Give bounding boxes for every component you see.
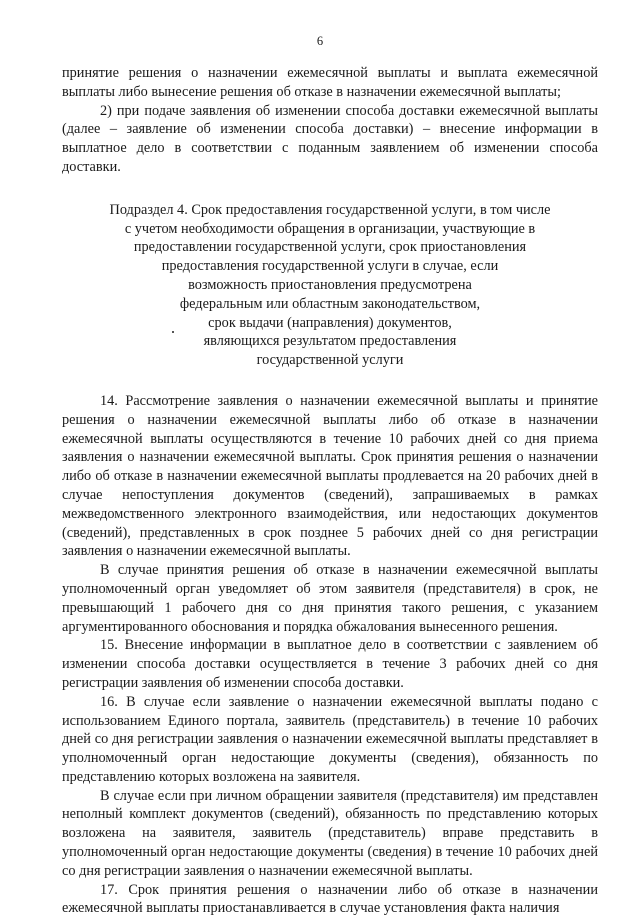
paragraph-14-refusal: В случае принятия решения об отказе в назначении ежемесячной выплаты уполномоченный орган уведомляет об этом заявителя (представителя) в срок, не превышающий 1 рабочего дня со дня принятия такого решения, с указанием аргументированного обоснования и порядка обжалования вынесенного решения. xyxy=(62,562,598,635)
document-body xyxy=(62,64,598,918)
paragraph-16: 16. В случае если заявление о назначении ежемесячной выплаты подано с использованием Единого портала, заявитель (представитель) в течение 10 рабочих дней со дня регистрации заявления о назначении ежемесячной выплаты представляет в уполномоченный орган недостающие документы (сведения), обязанность по представлению которых возложена на заявителя. xyxy=(62,693,598,785)
page-number: 6 xyxy=(316,34,324,48)
section-heading: Подраздел 4. Срок предоставления государственной услуги, в том числе с учетом необходимости обращения в организации, участвующие в предоставлении государственной услуги, срок приостановления предоставления государственной услуги в случае, если возможность приостановления предусмотрена федеральным или областным законодательством, срок выдачи (направления) документов, являющихся результатом предоставления государственной услуги xyxy=(109,201,551,369)
paragraph-14: 14. Рассмотрение заявления о назначении ежемесячной выплаты и принятие решения о назначении ежемесячной выплаты либо об отказе в назначении ежемесячной выплаты осуществляются в течение 10 рабочих дней со дня приема заявления о назначении ежемесячной выплаты. Срок принятия решения о назначении либо об отказе в назначении ежемесячной выплаты продлевается на 20 рабочих дней в случае непоступления документов (сведений), запрашиваемых в рамках межведомственного электронного взаимодействия, или недостающих документов (сведений), представленных в срок позднее 5 рабочих дней со дня регистрации заявления о назначении ежемесячной выплаты. xyxy=(62,392,598,560)
paragraph-17: 17. Срок принятия решения о назначении либо об отказе в назначении ежемесячной выплаты приостанавливается в случае установления факта наличия xyxy=(62,881,598,917)
paragraph-continuation: принятие решения о назначении ежемесячной выплаты и выплата ежемесячной выплаты либо вынесение решения об отказе в назначении ежемесячной выплаты; xyxy=(62,65,598,100)
paragraph-16-personal: В случае если при личном обращении заявителя (представителя) им представлен неполный комплект документов (сведений), обязанность по представлению которых возложена на заявителя, заявитель (представитель) вправе представить в уполномоченный орган недостающие документы (сведения) в течение 10 рабочих дней со дня регистрации заявления о назначении ежемесячной выплаты. xyxy=(62,787,598,879)
paragraph-item-2: 2) при подаче заявления об изменении способа доставки ежемесячной выплаты (далее – заявление об изменении способа доставки) – внесение информации в выплатное дело в соответствии с поданным заявлением об изменении способа доставки. xyxy=(62,102,598,175)
paragraph-15: 15. Внесение информации в выплатное дело в соответствии с заявлением об изменении способа доставки осуществляется в течение 3 рабочих дней со дня регистрации заявления об изменении способа доставки. xyxy=(62,637,598,691)
scan-speck xyxy=(172,331,174,333)
